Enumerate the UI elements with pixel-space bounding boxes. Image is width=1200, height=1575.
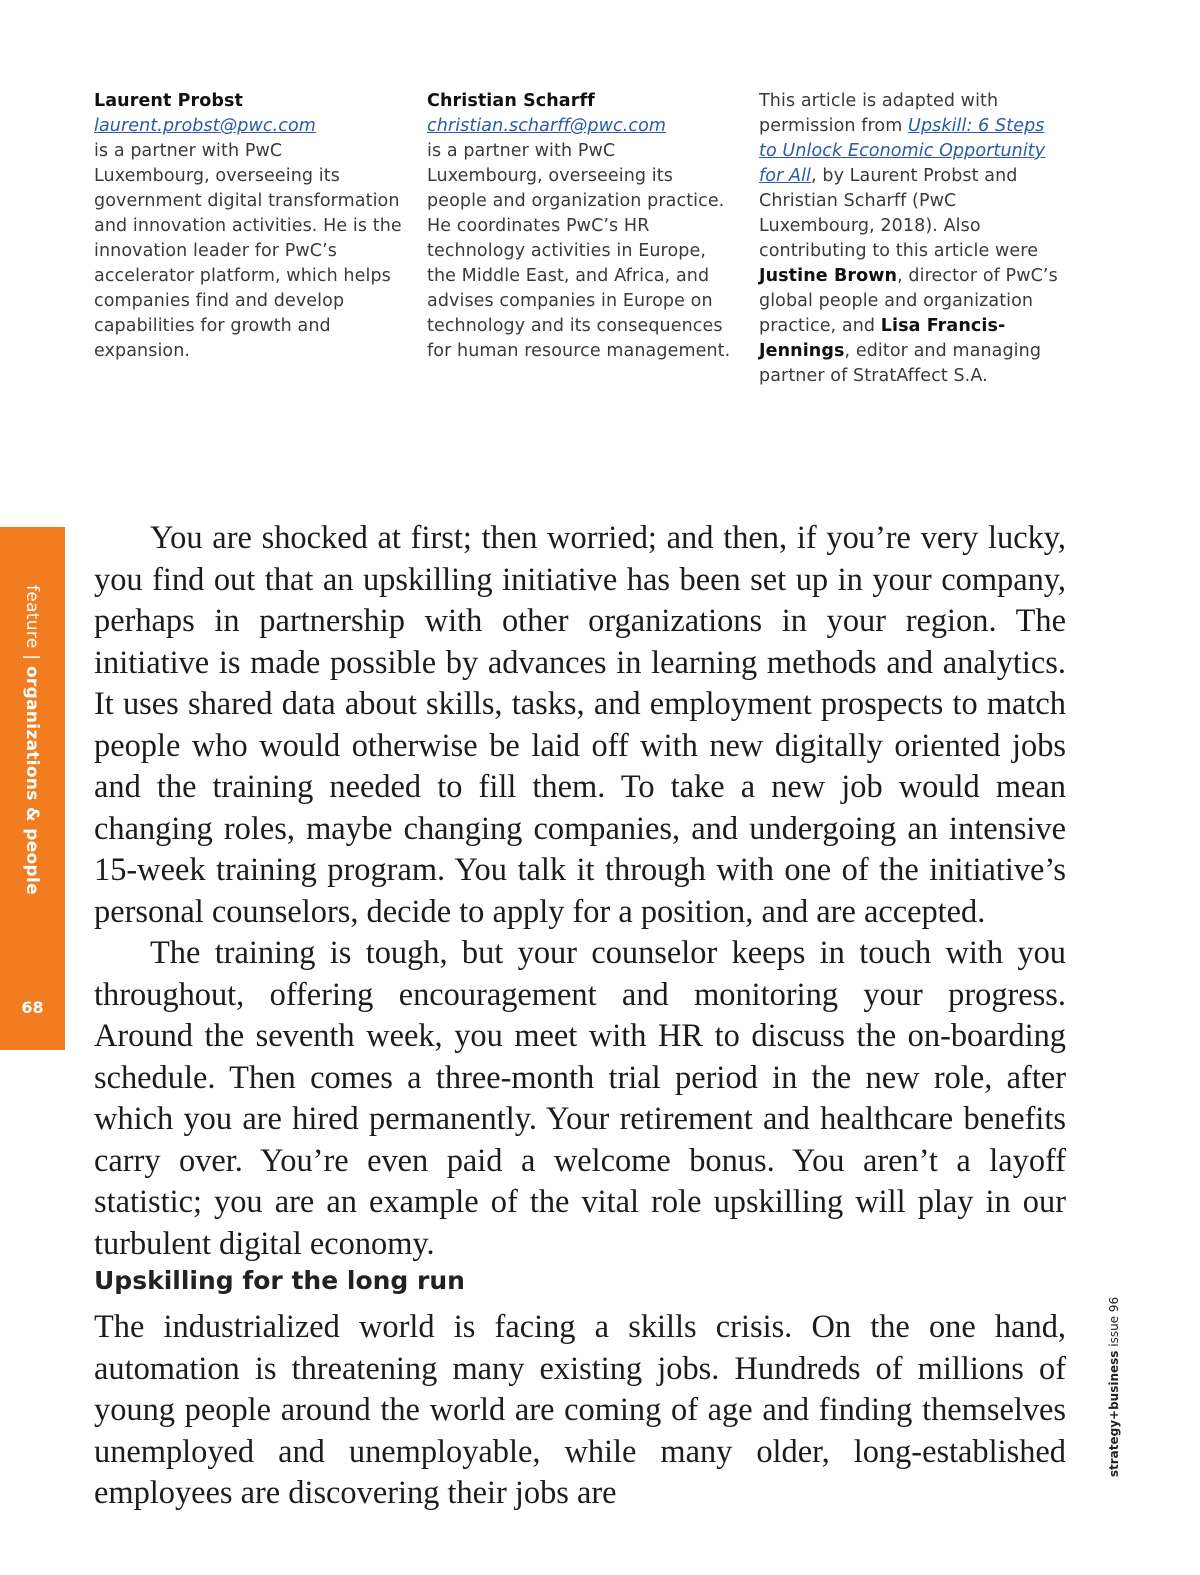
section-label [22,585,42,895]
body-paragraph: The training is tough, but your counselor keeps in touch with you throughout, offering encouragement and monitoring your progress. Around the seventh week, you meet with HR to discuss the on-boarding schedule. Then comes a three-month trial period in the new role, after which you are hired permanently. Your retirement and healthcare benefits carry over. You’re even paid a welcome bonus. You aren’t a layoff statistic; you are an example of the vital role upskilling will play in our turbulent digital economy. [94,935,1066,1262]
author-bio-probst [94,89,402,364]
article-credits [759,89,1067,389]
section-topic: organizations & people [22,665,42,895]
author-name: Christian Scharff [427,91,595,111]
section-paragraph: The industrialized world is facing a skills crisis. On the one hand, automation is threatening many existing jobs. Hundreds of millions of young people around the world are coming of age and finding themselves unemployed and unemployable, while many older, long-established employees are discovering their jobs are [94,1309,1066,1511]
author-description: is a partner with PwC Luxembourg, overseeing its people and organization practice. He coordinates PwC’s HR technology activities in Europe, the Middle East, and Africa, and advises companies in Europe on technology and its consequences for human resource management. [427,141,731,361]
page-number: 68 [21,998,44,1017]
book-title-link[interactable]: Upskill: 6 Steps to Unlock Economic Opportunity for All [759,116,1046,186]
contributor-name: Justine Brown [759,266,898,286]
body-paragraph: You are shocked at first; then worried; and then, if you’re very lucky, you find out that an upskilling initiative has been set up in your company, perhaps in partnership with other organizations in your region. The initiative is made possible by advances in learning methods and analytics. It uses shared data about skills, tasks, and employment prospects to match people who would otherwise be laid off with new digitally oriented jobs and the training needed to fill them. To take a new job would mean changing roles, maybe changing companies, and undergoing an intensive 15-week training program. You talk it through with one of the initiative’s personal counselors, decide to apply for a position, and are accepted. [94,520,1066,930]
publication-name: strategy+business [1107,1350,1121,1478]
author-description: is a partner with PwC Luxembourg, overseeing its government digital transformation and innovation activities. He is the innovation leader for PwC’s accelerator platform, which helps companies find and develop capabilities for growth and expansion. [94,141,402,361]
section-heading: Upskilling for the long run [94,1266,465,1295]
author-bio-scharff [427,89,735,364]
credits-intro: This article is adapted with permission from [759,91,999,136]
author-email-link[interactable]: laurent.probst@pwc.com [94,116,316,136]
author-email-link[interactable]: christian.scharff@pwc.com [427,116,667,136]
section-category: feature [22,585,42,649]
article-body [94,518,1066,1265]
contributor-role: , editor and managing partner of StratAffect S.A. [759,341,1042,386]
issue-number: issue 96 [1107,1296,1121,1351]
author-name: Laurent Probst [94,91,244,111]
contributor-name: Lisa Francis-Jennings [759,316,1006,361]
contributor-role: , director of PwC’s global people and organization practice, and [759,266,1058,336]
credits-after-title: , by Laurent Probst and Christian Scharff (PwC Luxembourg, 2018). Also contributing to this article were [759,166,1039,261]
publication-issue-label [1107,1297,1121,1477]
section-separator: | [22,648,42,666]
